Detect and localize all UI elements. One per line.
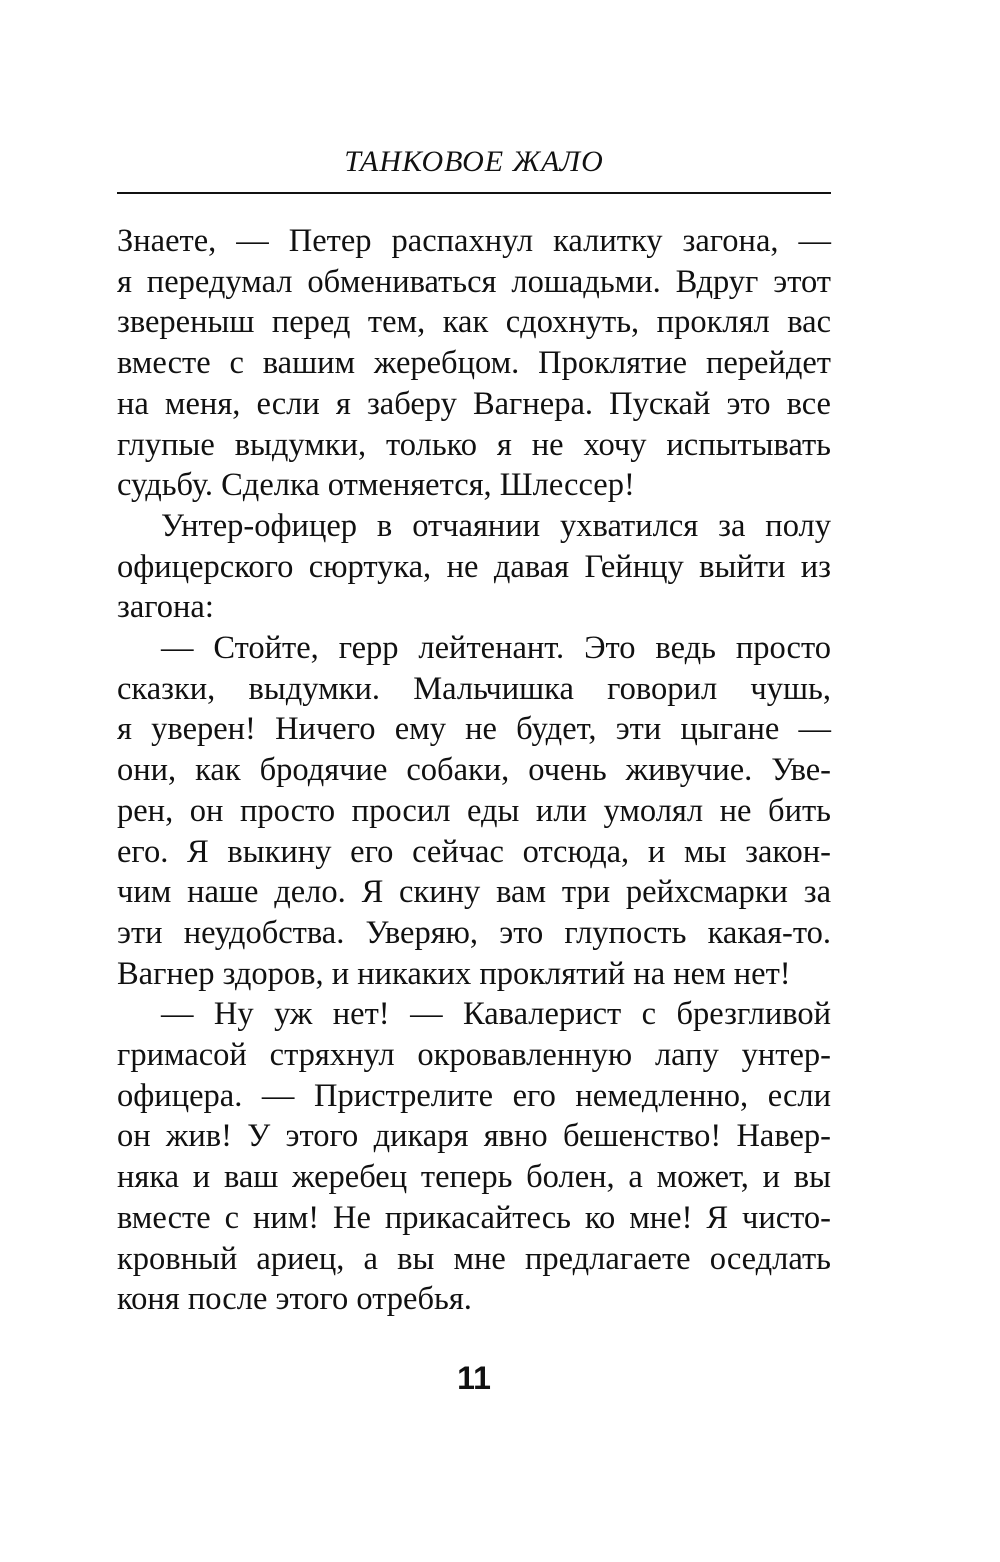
text-line: его. Я выкину его сейчас отсюда, и мы закон- <box>117 833 831 870</box>
text-line: офицера. — Пристрелите его немедленно, если <box>117 1077 831 1114</box>
text-line: — Ну уж нет! — Кавалерист с брезгливой <box>161 996 831 1033</box>
text-line: Знаете, — Петер распахнул калитку загона, — <box>117 223 831 259</box>
paragraph <box>117 221 831 506</box>
text-line: они, как бродячие собаки, очень живучие. Уве- <box>117 752 831 789</box>
text-line: загона: <box>117 589 214 626</box>
paragraph <box>117 628 831 994</box>
text-line: гримасой стряхнул окровавленную лапу унтер- <box>117 1037 831 1074</box>
text-line: коня после этого отребья. <box>117 1281 472 1318</box>
body-text <box>117 221 831 1320</box>
text-line: я передумал обмениваться лошадьми. Вдруг этот <box>117 263 831 300</box>
running-title: ТАНКОВОЕ ЖАЛО <box>344 145 604 178</box>
text-line: няка и ваш жеребец теперь болен, а может, и вы <box>117 1159 831 1196</box>
text-line: — Стойте, герр лейтенант. Это ведь просто <box>161 630 831 667</box>
text-line: Унтер-офицер в отчаянии ухватился за полу <box>161 507 831 544</box>
text-line: я уверен! Ничего ему не будет, эти цыгане — <box>117 711 831 748</box>
text-line: глупые выдумки, только я не хочу испытывать <box>117 426 831 463</box>
text-line: кровный ариец, а вы мне предлагаете оседлать <box>117 1240 831 1277</box>
page-number: 11 <box>457 1360 491 1396</box>
text-line: судьбу. Сделка отменяется, Шлессер! <box>117 467 635 504</box>
text-line: сказки, выдумки. Мальчишка говорил чушь, <box>117 670 831 707</box>
text-line: офицерского сюртука, не давая Гейнцу выйти из <box>117 548 831 585</box>
paragraph <box>117 994 831 1320</box>
text-line: он жив! У этого дикаря явно бешенство! Навер- <box>117 1118 831 1155</box>
text-line: эти неудобства. Уверяю, это глупость какая-то. <box>117 914 831 951</box>
text-line: вместе с вашим жеребцом. Проклятие перейдет <box>117 345 831 382</box>
text-line: на меня, если я заберу Вагнера. Пускай это все <box>117 385 831 422</box>
text-line: Вагнер здоров, и никаких проклятий на нем нет! <box>117 955 791 992</box>
paragraph <box>117 506 831 628</box>
text-line: вместе с ним! Не прикасайтесь ко мне! Я чисто- <box>117 1199 831 1236</box>
header-rule <box>117 192 831 194</box>
text-line: чим наше дело. Я скину вам три рейхсмарки за <box>117 874 831 911</box>
text-line: звереныш перед тем, как сдохнуть, проклял вас <box>117 304 831 341</box>
text-line: рен, он просто просил еды или умолял не бить <box>117 792 831 829</box>
